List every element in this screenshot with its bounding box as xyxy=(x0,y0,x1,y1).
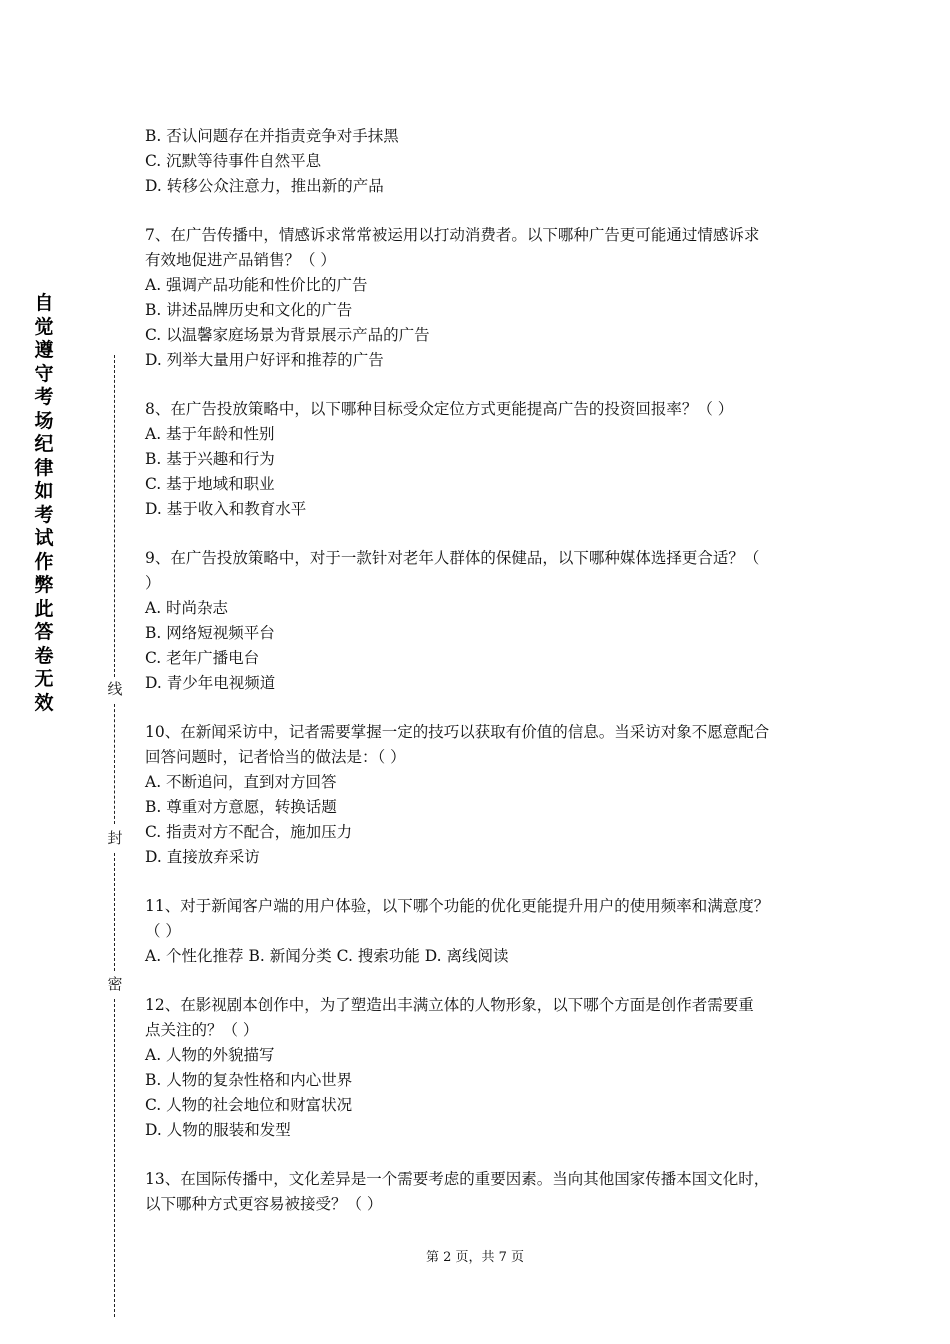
option: D. 直接放弃采访 xyxy=(145,848,260,866)
option: B. 人物的复杂性格和内心世界 xyxy=(145,1071,353,1089)
question-list xyxy=(145,199,815,1217)
question-gap xyxy=(145,1143,815,1167)
option: A. 基于年龄和性别 xyxy=(145,425,275,443)
notice-char: 守 xyxy=(34,362,54,385)
seal-label-seal: 封 xyxy=(107,829,123,847)
notice-char: 作 xyxy=(34,550,54,573)
binding-line xyxy=(114,853,115,971)
binding-line xyxy=(114,355,115,677)
notice-char: 弊 xyxy=(34,574,54,596)
question-text: 9、在广告投放策略中，对于一款针对老年人群体的保健品，以下哪种媒体选择更合适？（ xyxy=(145,549,760,567)
question-block xyxy=(145,894,815,969)
question-text: 8、在广告投放策略中，以下哪种目标受众定位方式更能提高广告的投资回报率？（ ） xyxy=(145,400,734,418)
question-gap xyxy=(145,696,815,720)
question-content xyxy=(145,124,815,1217)
notice-char: 如 xyxy=(34,480,54,502)
question-text: （ ） xyxy=(145,922,181,940)
question-block xyxy=(145,993,815,1143)
continued-options xyxy=(145,124,815,199)
question-text: 10、在新闻采访中，记者需要掌握一定的技巧以获取有价值的信息。当采访对象不愿意配合 xyxy=(145,723,770,741)
question-block xyxy=(145,397,815,522)
question-gap xyxy=(145,199,815,223)
question-text: 7、在广告传播中，情感诉求常常被运用以打动消费者。以下哪种广告更可能通过情感诉求 xyxy=(145,226,760,244)
notice-char: 自 xyxy=(34,292,54,314)
notice-char: 场 xyxy=(34,409,54,432)
question-gap xyxy=(145,373,815,397)
option: A. 不断追问，直到对方回答 xyxy=(145,773,337,791)
option: B. 尊重对方意愿，转换话题 xyxy=(145,798,337,816)
binding-line xyxy=(114,999,115,1317)
question-gap xyxy=(145,522,815,546)
notice-char: 答 xyxy=(34,621,54,643)
page-footer: 第 2 页，共 7 页 xyxy=(425,1250,525,1265)
question-text: ） xyxy=(145,574,161,592)
option: C. 指责对方不配合，施加压力 xyxy=(145,823,353,841)
option: D. 人物的服装和发型 xyxy=(145,1121,291,1139)
question-block xyxy=(145,720,815,870)
notice-char: 遵 xyxy=(34,339,54,361)
notice-char: 纪 xyxy=(34,433,54,455)
binding-line xyxy=(114,704,115,824)
notice-char: 觉 xyxy=(34,315,54,338)
notice-char: 此 xyxy=(34,597,54,620)
notice-char: 卷 xyxy=(34,644,54,667)
question-gap xyxy=(145,969,815,993)
question-text: 回答问题时，记者恰当的做法是：（ ） xyxy=(145,748,406,766)
option: C. 人物的社会地位和财富状况 xyxy=(145,1096,353,1114)
option: D. 基于收入和教育水平 xyxy=(145,500,307,518)
seal-label-line: 线 xyxy=(107,680,123,698)
option: D. 转移公众注意力，推出新的产品 xyxy=(145,177,384,195)
question-gap xyxy=(145,870,815,894)
option: B. 网络短视频平台 xyxy=(145,624,275,642)
notice-char: 试 xyxy=(34,527,54,549)
option: C. 老年广播电台 xyxy=(145,649,260,667)
seal-label-secret: 密 xyxy=(107,975,123,993)
option: C. 沉默等待事件自然平息 xyxy=(145,152,322,170)
option: B. 基于兴趣和行为 xyxy=(145,450,275,468)
question-text: 点关注的？（ ） xyxy=(145,1021,259,1039)
question-text: 11、对于新闻客户端的用户体验，以下哪个功能的优化更能提升用户的使用频率和满意度？ xyxy=(145,897,770,915)
question-text: 12、在影视剧本创作中，为了塑造出丰满立体的人物形象，以下哪个方面是创作者需要重 xyxy=(145,996,754,1014)
notice-char: 无 xyxy=(34,668,54,690)
question-block xyxy=(145,1167,815,1217)
option: B. 讲述品牌历史和文化的广告 xyxy=(145,301,353,319)
question-block xyxy=(145,546,815,696)
question-text: 有效地促进产品销售？（ ） xyxy=(145,251,336,269)
notice-char: 效 xyxy=(34,691,54,714)
notice-char: 考 xyxy=(34,386,54,408)
question-block xyxy=(145,223,815,373)
option: C. 以温馨家庭场景为背景展示产品的广告 xyxy=(145,326,430,344)
option: A. 人物的外貌描写 xyxy=(145,1046,275,1064)
option: A. 强调产品功能和性价比的广告 xyxy=(145,276,368,294)
notice-char: 考 xyxy=(34,503,54,526)
option: A. 时尚杂志 xyxy=(145,599,229,617)
question-text: 以下哪种方式更容易被接受？（ ） xyxy=(145,1195,383,1213)
option: C. 基于地域和职业 xyxy=(145,475,275,493)
option: D. 青少年电视频道 xyxy=(145,674,276,692)
question-text: 13、在国际传播中，文化差异是一个需要考虑的重要因素。当向其他国家传播本国文化时， xyxy=(145,1170,770,1188)
option: B. 否认问题存在并指责竞争对手抹黑 xyxy=(145,127,399,145)
notice-char: 律 xyxy=(34,456,54,479)
exam-discipline-notice xyxy=(30,292,58,715)
option: A. 个性化推荐 B. 新闻分类 C. 搜索功能 D. 离线阅读 xyxy=(145,947,509,965)
option: D. 列举大量用户好评和推荐的广告 xyxy=(145,351,384,369)
